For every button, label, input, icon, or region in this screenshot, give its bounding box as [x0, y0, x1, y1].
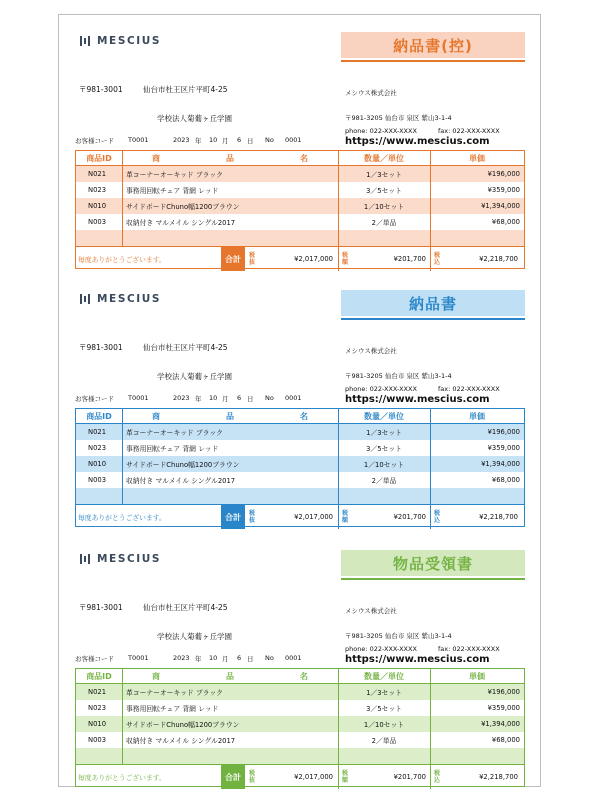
divider-footer-2 [430, 247, 431, 271]
row-name: 収納付き マルメイル シングル2017 [126, 737, 236, 745]
date-day-label: 日 [247, 395, 254, 403]
client-name: 学校法人菊葡ヶ丘学園 [157, 372, 232, 381]
table-row [76, 700, 524, 716]
client-postal: 〒981-3001 [79, 603, 123, 612]
table-row-empty [76, 748, 524, 764]
title-underline [341, 318, 525, 320]
client-address: 仙台市杜王区片平町4-25 [143, 343, 228, 352]
items-table [75, 668, 525, 787]
issuer-fax: fax: 022-XXX-XXXX [438, 645, 500, 653]
header-name-2: 品 [226, 412, 234, 421]
row-name: 収納付き マルメイル シングル2017 [126, 219, 236, 227]
title-underline [341, 60, 525, 62]
row-id: N021 [88, 428, 107, 436]
header-name-3: 名 [300, 672, 308, 681]
row-qty: 2／単品 [371, 219, 397, 227]
row-price: ¥1,394,000 [481, 720, 520, 728]
tax-label: 税額 [341, 770, 348, 784]
date-month: 10 [209, 394, 218, 402]
slip-no-label: No [265, 654, 274, 662]
customer-code-label: お客様コード [75, 655, 114, 663]
table-row [76, 472, 524, 488]
date-year-label: 年 [195, 655, 202, 663]
table-row [76, 440, 524, 456]
tax-excl-amount: ¥2,017,000 [294, 773, 333, 781]
row-id: N003 [88, 476, 107, 484]
tax-label: 税額 [341, 252, 348, 266]
date-month: 10 [209, 136, 218, 144]
client-name: 学校法人菊葡ヶ丘学園 [157, 114, 232, 123]
tax-excl-label: 税抜 [248, 252, 255, 266]
row-price: ¥196,000 [487, 688, 520, 696]
table-header [76, 151, 524, 166]
row-qty: 1／10セット [363, 461, 405, 469]
header-id: 商品ID [86, 412, 112, 421]
slip-no: 0001 [285, 654, 302, 662]
slip-title: 納品書(控) [341, 32, 525, 58]
total-label: 合計 [221, 247, 245, 271]
header-price: 単価 [469, 672, 485, 681]
issuer-url[interactable]: https://www.mescius.com [345, 654, 490, 665]
totals-row [76, 504, 524, 528]
tax-amount: ¥201,700 [393, 255, 426, 263]
row-qty: 1／10セット [363, 721, 405, 729]
row-price: ¥68,000 [491, 218, 520, 226]
date-day-label: 日 [247, 655, 254, 663]
client-name: 学校法人菊葡ヶ丘学園 [157, 632, 232, 641]
row-id: N003 [88, 736, 107, 744]
issuer-url[interactable]: https://www.mescius.com [345, 136, 490, 147]
divider-name [338, 669, 339, 764]
customer-code: T0001 [128, 654, 149, 662]
totals-row [76, 764, 524, 788]
tax-excl-amount: ¥2,017,000 [294, 513, 333, 521]
date-year: 2023 [173, 136, 190, 144]
items-table [75, 150, 525, 269]
table-header [76, 409, 524, 424]
tax-amount: ¥201,700 [393, 773, 426, 781]
row-price: ¥196,000 [487, 428, 520, 436]
tax-incl-amount: ¥2,218,700 [479, 255, 518, 263]
customer-code: T0001 [128, 136, 149, 144]
issuer-phone: phone: 022-XXX-XXXX [345, 127, 417, 135]
row-id: N023 [88, 444, 107, 452]
tax-incl-label: 税込 [433, 252, 440, 266]
row-qty: 2／単品 [371, 737, 397, 745]
row-qty: 1／3セット [366, 689, 402, 697]
logo-text: MESCIUS [97, 293, 162, 305]
row-id: N021 [88, 170, 107, 178]
row-name: サイドボードChuno幅1200ブラウン [126, 461, 240, 469]
issuer-phone: phone: 022-XXX-XXXX [345, 645, 417, 653]
issuer-address: 〒981-3205 仙台市 泉区 紫山3-1-4 [345, 114, 452, 122]
customer-code-label: お客様コード [75, 395, 114, 403]
mescius-logo-icon [79, 294, 91, 304]
date-day: 6 [237, 394, 242, 402]
table-row [76, 456, 524, 472]
row-qty: 1／3セット [366, 429, 402, 437]
header-name-1: 商 [152, 412, 160, 421]
issuer-address: 〒981-3205 仙台市 泉区 紫山3-1-4 [345, 632, 452, 640]
date-year-label: 年 [195, 395, 202, 403]
table-header [76, 669, 524, 684]
company-logo [79, 553, 161, 565]
header-qty: 数量／単位 [364, 672, 404, 681]
table-row [76, 198, 524, 214]
customer-code: T0001 [128, 394, 149, 402]
items-table [75, 408, 525, 527]
row-price: ¥359,000 [487, 444, 520, 452]
row-id: N023 [88, 186, 107, 194]
delivery-slip-2 [75, 288, 525, 524]
row-qty: 3／5セット [366, 187, 402, 195]
client-postal: 〒981-3001 [79, 343, 123, 352]
client-address: 仙台市杜王区片平町4-25 [143, 603, 228, 612]
table-row [76, 716, 524, 732]
divider-footer-2 [430, 765, 431, 789]
row-id: N010 [88, 720, 107, 728]
tax-excl-amount: ¥2,017,000 [294, 255, 333, 263]
slip-no: 0001 [285, 394, 302, 402]
row-id: N003 [88, 218, 107, 226]
header-price: 単価 [469, 154, 485, 163]
slip-no-label: No [265, 136, 274, 144]
logo-text: MESCIUS [97, 553, 162, 565]
divider-footer-1 [338, 247, 339, 271]
table-row [76, 214, 524, 230]
total-label: 合計 [221, 505, 245, 529]
divider-qty [430, 669, 431, 764]
totals-row [76, 246, 524, 270]
client-postal: 〒981-3001 [79, 85, 123, 94]
date-month: 10 [209, 654, 218, 662]
divider-footer-1 [338, 505, 339, 529]
row-price: ¥1,394,000 [481, 202, 520, 210]
issuer-url[interactable]: https://www.mescius.com [345, 394, 490, 405]
row-price: ¥359,000 [487, 186, 520, 194]
slip-no-label: No [265, 394, 274, 402]
row-name: 事務用回転チェア 背網 レッド [126, 705, 219, 713]
row-qty: 3／5セット [366, 705, 402, 713]
tax-incl-amount: ¥2,218,700 [479, 513, 518, 521]
date-month-label: 月 [222, 137, 229, 145]
row-id: N023 [88, 704, 107, 712]
table-row-empty [76, 230, 524, 246]
date-day-label: 日 [247, 137, 254, 145]
thanks-text: 毎度ありがとうございます。 [78, 774, 166, 782]
divider-qty [430, 409, 431, 504]
issuer-phone: phone: 022-XXX-XXXX [345, 385, 417, 393]
tax-excl-label: 税抜 [248, 770, 255, 784]
header-id: 商品ID [86, 672, 112, 681]
issuer-name: メシウス株式会社 [345, 607, 397, 615]
table-row [76, 732, 524, 748]
slip-no: 0001 [285, 136, 302, 144]
issuer-fax: fax: 022-XXX-XXXX [438, 385, 500, 393]
table-row [76, 166, 524, 182]
tax-incl-label: 税込 [433, 510, 440, 524]
divider-footer-1 [338, 765, 339, 789]
date-year-label: 年 [195, 137, 202, 145]
row-price: ¥196,000 [487, 170, 520, 178]
issuer-name: メシウス株式会社 [345, 347, 397, 355]
tax-amount: ¥201,700 [393, 513, 426, 521]
row-name: 事務用回転チェア 背網 レッド [126, 445, 219, 453]
row-id: N021 [88, 688, 107, 696]
tax-excl-label: 税抜 [248, 510, 255, 524]
mescius-logo-icon [79, 554, 91, 564]
table-row [76, 684, 524, 700]
row-price: ¥68,000 [491, 476, 520, 484]
row-name: 収納付き マルメイル シングル2017 [126, 477, 236, 485]
row-price: ¥1,394,000 [481, 460, 520, 468]
header-name-2: 品 [226, 154, 234, 163]
date-day: 6 [237, 136, 242, 144]
tax-label: 税額 [341, 510, 348, 524]
header-qty: 数量／単位 [364, 412, 404, 421]
row-name: 革コーナーオーキッド ブラック [126, 689, 223, 697]
row-qty: 1／3セット [366, 171, 402, 179]
slip-title: 納品書 [341, 290, 525, 316]
logo-text: MESCIUS [97, 35, 162, 47]
date-month-label: 月 [222, 655, 229, 663]
client-address: 仙台市杜王区片平町4-25 [143, 85, 228, 94]
delivery-slip-3 [75, 548, 525, 784]
customer-code-label: お客様コード [75, 137, 114, 145]
row-name: サイドボードChuno幅1200ブラウン [126, 721, 240, 729]
thanks-text: 毎度ありがとうございます。 [78, 514, 166, 522]
row-qty: 3／5セット [366, 445, 402, 453]
header-id: 商品ID [86, 154, 112, 163]
header-name-2: 品 [226, 672, 234, 681]
total-label: 合計 [221, 765, 245, 789]
divider-id [122, 669, 123, 764]
row-name: サイドボードChuno幅1200ブラウン [126, 203, 240, 211]
row-id: N010 [88, 202, 107, 210]
company-logo [79, 293, 161, 305]
thanks-text: 毎度ありがとうございます。 [78, 256, 166, 264]
row-name: 事務用回転チェア 背網 レッド [126, 187, 219, 195]
divider-qty [430, 151, 431, 246]
header-name-1: 商 [152, 154, 160, 163]
header-price: 単価 [469, 412, 485, 421]
tax-incl-label: 税込 [433, 770, 440, 784]
tax-incl-amount: ¥2,218,700 [479, 773, 518, 781]
row-name: 革コーナーオーキッド ブラック [126, 429, 223, 437]
row-name: 革コーナーオーキッド ブラック [126, 171, 223, 179]
date-year: 2023 [173, 654, 190, 662]
date-year: 2023 [173, 394, 190, 402]
divider-name [338, 409, 339, 504]
divider-id [122, 409, 123, 504]
issuer-address: 〒981-3205 仙台市 泉区 紫山3-1-4 [345, 372, 452, 380]
header-name-1: 商 [152, 672, 160, 681]
title-underline [341, 578, 525, 580]
divider-footer-2 [430, 505, 431, 529]
issuer-fax: fax: 022-XXX-XXXX [438, 127, 500, 135]
row-price: ¥359,000 [487, 704, 520, 712]
mescius-logo-icon [79, 36, 91, 46]
divider-name [338, 151, 339, 246]
slip-title: 物品受領書 [341, 550, 525, 576]
row-id: N010 [88, 460, 107, 468]
header-name-3: 名 [300, 412, 308, 421]
row-qty: 2／単品 [371, 477, 397, 485]
delivery-slip-1 [75, 30, 525, 266]
date-day: 6 [237, 654, 242, 662]
table-row [76, 424, 524, 440]
table-row-empty [76, 488, 524, 504]
table-row [76, 182, 524, 198]
divider-id [122, 151, 123, 246]
row-qty: 1／10セット [363, 203, 405, 211]
header-qty: 数量／単位 [364, 154, 404, 163]
header-name-3: 名 [300, 154, 308, 163]
issuer-name: メシウス株式会社 [345, 89, 397, 97]
date-month-label: 月 [222, 395, 229, 403]
row-price: ¥68,000 [491, 736, 520, 744]
company-logo [79, 35, 161, 47]
